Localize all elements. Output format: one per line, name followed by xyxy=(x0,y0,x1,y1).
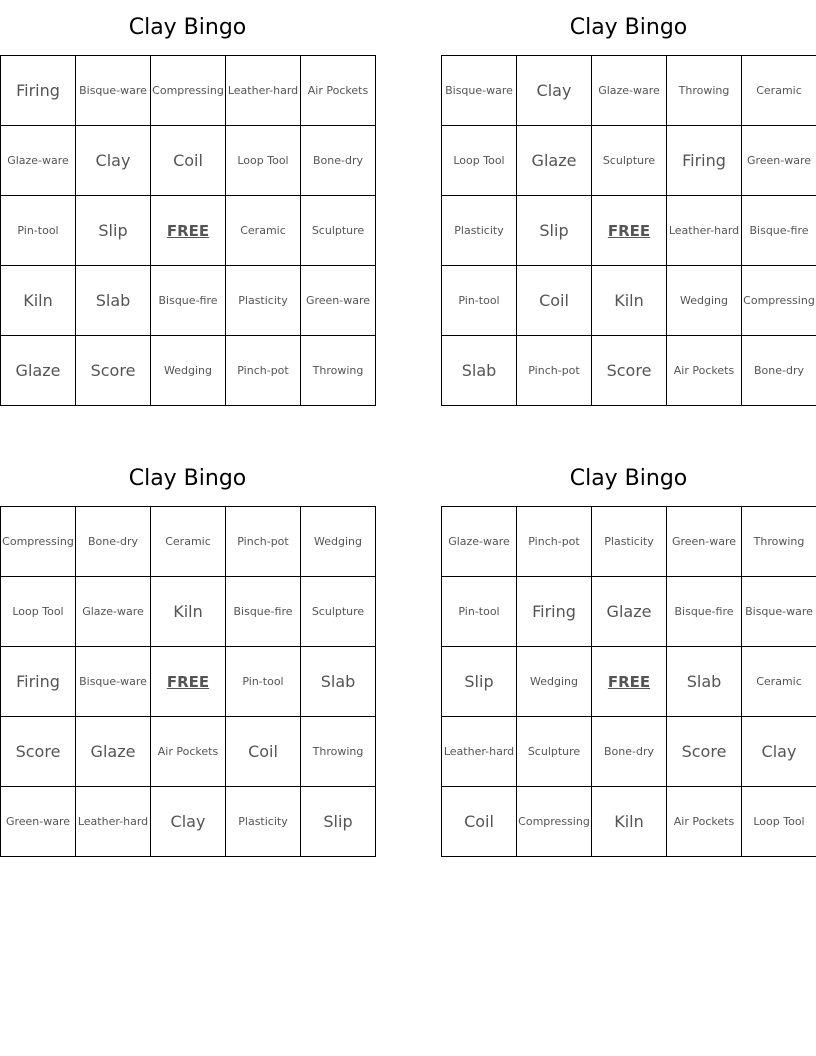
bingo-cell: Slip xyxy=(76,196,151,266)
bingo-cell: Pinch-pot xyxy=(226,336,301,406)
bingo-row xyxy=(1,647,376,717)
bingo-cell: Coil xyxy=(226,717,301,787)
bingo-cell: Bisque-fire xyxy=(226,577,301,647)
bingo-cell: Coil xyxy=(151,126,226,196)
bingo-cell: Leather-hard xyxy=(442,717,517,787)
bingo-cell: Bisque-ware xyxy=(76,56,151,126)
bingo-cell: Green-ware xyxy=(742,126,816,196)
bingo-cell: Glaze-ware xyxy=(76,577,151,647)
bingo-row xyxy=(1,336,376,406)
free-space: FREE xyxy=(151,196,226,266)
bingo-cell: Pin-tool xyxy=(226,647,301,717)
bingo-row xyxy=(442,717,816,787)
bingo-cell: Bisque-ware xyxy=(442,56,517,126)
bingo-row xyxy=(1,126,376,196)
bingo-cell: Slab xyxy=(301,647,376,717)
bingo-row xyxy=(442,787,816,857)
bingo-cell: Coil xyxy=(517,266,592,336)
bingo-cell: Ceramic xyxy=(226,196,301,266)
bingo-row xyxy=(442,126,816,196)
bingo-cell: Slab xyxy=(667,647,742,717)
bingo-cell: Slip xyxy=(442,647,517,717)
bingo-cell: Wedging xyxy=(517,647,592,717)
bingo-cell: Ceramic xyxy=(742,56,816,126)
bingo-cell: Sculpture xyxy=(301,577,376,647)
bingo-cell: Firing xyxy=(667,126,742,196)
bingo-row xyxy=(442,507,816,577)
bingo-cell: Slab xyxy=(76,266,151,336)
bingo-cell: Compressing xyxy=(151,56,226,126)
bingo-cell: Plasticity xyxy=(442,196,517,266)
bingo-row xyxy=(1,507,376,577)
bingo-cell: Plasticity xyxy=(226,266,301,336)
bingo-cell: Sculpture xyxy=(517,717,592,787)
bingo-row xyxy=(442,196,816,266)
bingo-cell: Pinch-pot xyxy=(517,507,592,577)
bingo-cell: Kiln xyxy=(592,787,667,857)
free-space: FREE xyxy=(151,647,226,717)
bingo-cell: Throwing xyxy=(667,56,742,126)
bingo-row xyxy=(1,787,376,857)
bingo-cell: Wedging xyxy=(301,507,376,577)
card-title: Clay Bingo xyxy=(569,466,688,491)
bingo-cell: Loop Tool xyxy=(226,126,301,196)
free-space: FREE xyxy=(592,647,667,717)
bingo-cell: Throwing xyxy=(301,717,376,787)
bingo-grid xyxy=(441,55,816,406)
bingo-cell: Compressing xyxy=(1,507,76,577)
bingo-cell: Plasticity xyxy=(592,507,667,577)
bingo-cell: Green-ware xyxy=(301,266,376,336)
bingo-cell: Loop Tool xyxy=(1,577,76,647)
bingo-cell: Glaze xyxy=(1,336,76,406)
bingo-cell: Sculpture xyxy=(592,126,667,196)
bingo-row xyxy=(1,577,376,647)
bingo-row xyxy=(1,56,376,126)
bingo-cell: Bisque-fire xyxy=(742,196,816,266)
bingo-cell: Clay xyxy=(76,126,151,196)
card-title: Clay Bingo xyxy=(128,466,247,491)
bingo-cell: Throwing xyxy=(742,507,816,577)
bingo-cell: Pin-tool xyxy=(442,266,517,336)
bingo-cell: Wedging xyxy=(151,336,226,406)
bingo-cell: Bisque-fire xyxy=(667,577,742,647)
bingo-cell: Air Pockets xyxy=(301,56,376,126)
bingo-cell: Pinch-pot xyxy=(226,507,301,577)
bingo-cell: Glaze-ware xyxy=(592,56,667,126)
bingo-row xyxy=(1,196,376,266)
bingo-cell: Ceramic xyxy=(742,647,816,717)
bingo-cell: Kiln xyxy=(1,266,76,336)
bingo-cell: Green-ware xyxy=(667,507,742,577)
bingo-cell: Throwing xyxy=(301,336,376,406)
free-space: FREE xyxy=(592,196,667,266)
bingo-cell: Plasticity xyxy=(226,787,301,857)
bingo-cell: Coil xyxy=(442,787,517,857)
bingo-cell: Slip xyxy=(517,196,592,266)
bingo-cell: Pin-tool xyxy=(442,577,517,647)
bingo-cell: Air Pockets xyxy=(667,336,742,406)
bingo-cell: Score xyxy=(76,336,151,406)
bingo-cell: Leather-hard xyxy=(226,56,301,126)
bingo-cell: Bone-dry xyxy=(301,126,376,196)
bingo-cell: Loop Tool xyxy=(442,126,517,196)
bingo-grid xyxy=(0,55,376,406)
bingo-cell: Firing xyxy=(517,577,592,647)
bingo-grid xyxy=(0,506,376,857)
bingo-cell: Glaze xyxy=(592,577,667,647)
bingo-cell: Pin-tool xyxy=(1,196,76,266)
bingo-cell: Bisque-fire xyxy=(151,266,226,336)
bingo-cell: Score xyxy=(592,336,667,406)
bingo-cell: Kiln xyxy=(592,266,667,336)
bingo-cell: Glaze xyxy=(76,717,151,787)
bingo-cell: Pinch-pot xyxy=(517,336,592,406)
card-title: Clay Bingo xyxy=(569,15,688,40)
bingo-row xyxy=(442,336,816,406)
bingo-cell: Glaze-ware xyxy=(442,507,517,577)
bingo-cell: Leather-hard xyxy=(76,787,151,857)
bingo-grid xyxy=(441,506,816,857)
card-title: Clay Bingo xyxy=(128,15,247,40)
bingo-cell: Compressing xyxy=(517,787,592,857)
bingo-cell: Sculpture xyxy=(301,196,376,266)
bingo-cell: Glaze xyxy=(517,126,592,196)
bingo-cell: Firing xyxy=(1,56,76,126)
bingo-cell: Ceramic xyxy=(151,507,226,577)
bingo-row xyxy=(442,577,816,647)
bingo-cell: Compressing xyxy=(742,266,816,336)
bingo-cell: Clay xyxy=(517,56,592,126)
bingo-row xyxy=(1,266,376,336)
bingo-row xyxy=(1,717,376,787)
bingo-cell: Green-ware xyxy=(1,787,76,857)
bingo-cell: Clay xyxy=(742,717,816,787)
bingo-cell: Bone-dry xyxy=(742,336,816,406)
bingo-cell: Bisque-ware xyxy=(76,647,151,717)
bingo-cell: Slip xyxy=(301,787,376,857)
bingo-cell: Kiln xyxy=(151,577,226,647)
bingo-row xyxy=(442,647,816,717)
bingo-cell: Bone-dry xyxy=(76,507,151,577)
bingo-cell: Slab xyxy=(442,336,517,406)
bingo-cell: Bone-dry xyxy=(592,717,667,787)
bingo-cell: Firing xyxy=(1,647,76,717)
bingo-cell: Clay xyxy=(151,787,226,857)
bingo-row xyxy=(442,56,816,126)
bingo-cell: Air Pockets xyxy=(667,787,742,857)
bingo-cell: Glaze-ware xyxy=(1,126,76,196)
bingo-cell: Loop Tool xyxy=(742,787,816,857)
bingo-cell: Leather-hard xyxy=(667,196,742,266)
bingo-cell: Bisque-ware xyxy=(742,577,816,647)
bingo-cell: Wedging xyxy=(667,266,742,336)
bingo-cell: Air Pockets xyxy=(151,717,226,787)
bingo-row xyxy=(442,266,816,336)
bingo-cell: Score xyxy=(1,717,76,787)
bingo-cell: Score xyxy=(667,717,742,787)
